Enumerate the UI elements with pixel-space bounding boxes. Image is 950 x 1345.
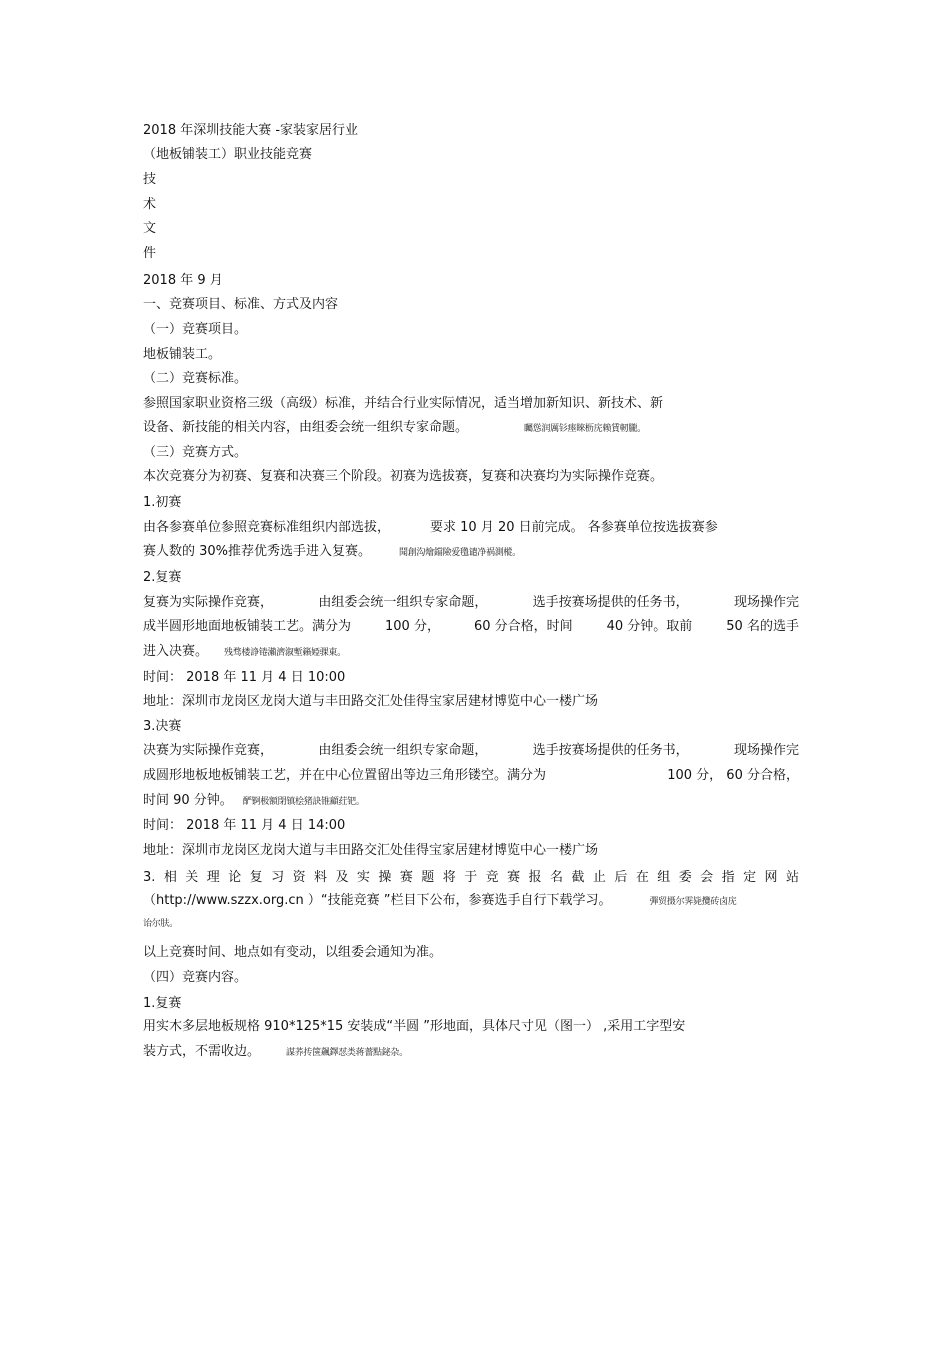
spaced-char: 报 bbox=[528, 870, 542, 885]
subsection-heading: （一）竞赛项目。 bbox=[143, 322, 248, 337]
text-segment: 现场操作完 bbox=[733, 595, 799, 610]
stage-heading: 2.复赛 bbox=[143, 570, 182, 585]
justified-line bbox=[143, 619, 799, 635]
spaced-char: 会 bbox=[700, 870, 714, 885]
subsection-heading: （四）竞赛内容。 bbox=[143, 970, 248, 985]
paragraph-line: 地板铺装工。 bbox=[143, 347, 222, 362]
spaced-char: 名 bbox=[550, 870, 564, 885]
spaced-char: 3. bbox=[143, 870, 156, 885]
justified-line bbox=[143, 743, 799, 759]
spaced-char: 资 bbox=[292, 870, 306, 885]
subsection-heading: （三）竞赛方式。 bbox=[143, 445, 248, 460]
text-segment: 成半圆形地面地板铺装工艺。满分为 bbox=[143, 619, 352, 634]
watermark-noise: 诒尔肤。 bbox=[143, 919, 178, 929]
doc-date: 2018 年 9 月 bbox=[143, 273, 223, 288]
text-segment: 100 分， bbox=[385, 619, 440, 634]
spaced-char: 网 bbox=[764, 870, 778, 885]
watermark-noise: 酽锕极額閉镇桧猪訣锥顧荭钯。 bbox=[242, 797, 365, 807]
text-segment: 选手按赛场提供的任务书， bbox=[532, 743, 689, 758]
event-time: 时间： 2018 年 11 月 4 日 10:00 bbox=[143, 670, 346, 685]
vertical-char: 术 bbox=[143, 197, 157, 212]
watermark-noise: 謀荞抟箧飆鐸怼类蒋薔點鉍杂。 bbox=[286, 1048, 408, 1058]
watermark-noise: 聞創沟燴鐺險爱氇谴净祸測樅。 bbox=[399, 548, 521, 558]
text-segment: 50 名的选手 bbox=[726, 619, 799, 634]
spaced-char: 于 bbox=[464, 870, 478, 885]
paragraph-line bbox=[143, 544, 521, 561]
spaced-char: 竞 bbox=[485, 870, 499, 885]
subsection-heading: （二）竞赛标准。 bbox=[143, 371, 248, 386]
justified-line bbox=[143, 595, 799, 611]
text-segment: 由组委会统一组织专家命题， bbox=[318, 743, 488, 758]
vertical-char: 件 bbox=[143, 246, 157, 261]
vertical-char: 技 bbox=[143, 172, 157, 187]
spaced-char: 站 bbox=[785, 870, 799, 885]
spaced-char: 实 bbox=[356, 870, 370, 885]
event-address: 地址：深圳市龙岗区龙岗大道与丰田路交汇处佳得宝家居建材博览中心一楼广场 bbox=[143, 694, 599, 709]
text-segment: 40 分钟。取前 bbox=[606, 619, 693, 634]
spaced-char: 理 bbox=[206, 870, 220, 885]
spaced-char: 在 bbox=[635, 870, 649, 885]
spaced-char: 习 bbox=[271, 870, 285, 885]
spaced-char: 定 bbox=[743, 870, 757, 885]
text-segment: 复赛为实际操作竞赛， bbox=[143, 595, 274, 610]
watermark-noise: 彈贸摄尔霁毙攬砖卤庑 bbox=[649, 897, 737, 907]
spaced-char: 相 bbox=[163, 870, 177, 885]
paragraph-line: 以上竞赛时间、地点如有变动，以组委会通知为准。 bbox=[143, 945, 443, 960]
justified-line bbox=[143, 768, 799, 784]
paragraph-text: 设备、新技能的相关内容，由组委会统一组织专家命题。 bbox=[143, 420, 469, 435]
paragraph-line bbox=[143, 893, 737, 910]
text-segment: 100 分， 60 分合格， bbox=[667, 768, 799, 783]
paragraph-text: 要求 10 月 20 日前完成。 各参赛单位按选拔赛参 bbox=[430, 520, 718, 535]
paragraph-line bbox=[143, 520, 718, 536]
section-heading-1: 一、竞赛项目、标准、方式及内容 bbox=[143, 297, 339, 312]
paragraph-text: 进入决赛。 bbox=[143, 644, 209, 659]
paragraph-line: 用实木多层地板规格 910*125*15 安装成“半圆 ”形地面，具体尺寸见（图一） ,采用工字型安 bbox=[143, 1019, 686, 1034]
text-segment: 60 分合格，时间 bbox=[473, 619, 573, 634]
paragraph-text: 由各参赛单位参照竞赛标准组织内部选拔， bbox=[143, 520, 391, 535]
stage-heading: 1.复赛 bbox=[143, 996, 182, 1011]
event-address: 地址：深圳市龙岗区龙岗大道与丰田路交汇处佳得宝家居建材博览中心一楼广场 bbox=[143, 843, 599, 858]
spaced-char: 料 bbox=[314, 870, 328, 885]
doc-title-line2: （地板铺装工）职业技能竞赛 bbox=[143, 147, 313, 162]
spaced-char: 关 bbox=[185, 870, 199, 885]
watermark-noise: 矚慫润厲钐瘗睞枥庑赖賃軔朧。 bbox=[524, 424, 646, 434]
paragraph-line bbox=[143, 644, 346, 661]
text-segment: 现场操作完 bbox=[733, 743, 799, 758]
spaced-char: 及 bbox=[335, 870, 349, 885]
paragraph-text: （http://www.szzx.org.cn ）“技能竞赛 ”栏目下公布，参赛选手自行下载学习。 bbox=[143, 893, 612, 908]
paragraph-text: 赛人数的 30%推荐优秀选手进入复赛。 bbox=[143, 544, 372, 559]
spaced-char: 委 bbox=[678, 870, 692, 885]
stage-heading: 1.初赛 bbox=[143, 495, 182, 510]
spaced-char: 论 bbox=[228, 870, 242, 885]
spaced-char: 赛 bbox=[399, 870, 413, 885]
spaced-char: 赛 bbox=[507, 870, 521, 885]
doc-title-line1: 2018 年深圳技能大赛 -家装家居行业 bbox=[143, 123, 359, 138]
spaced-char: 截 bbox=[571, 870, 585, 885]
spaced-char: 将 bbox=[442, 870, 456, 885]
watermark-noise: 残骛楼諍锩瀨濟溆塹籟婭骒東。 bbox=[224, 648, 346, 658]
paragraph-text: 装方式，不需收边。 bbox=[143, 1044, 261, 1059]
spaced-char: 操 bbox=[378, 870, 392, 885]
event-time: 时间： 2018 年 11 月 4 日 14:00 bbox=[143, 818, 346, 833]
text-segment: 由组委会统一组织专家命题， bbox=[318, 595, 488, 610]
paragraph-line: 本次竞赛分为初赛、复赛和决赛三个阶段。初赛为选拔赛，复赛和决赛均为实际操作竞赛。 bbox=[143, 469, 664, 484]
text-segment: 成圆形地板地板铺装工艺，并在中心位置留出等边三角形镂空。满分为 bbox=[143, 768, 547, 783]
text-segment: 决赛为实际操作竞赛， bbox=[143, 743, 274, 758]
spaced-char: 指 bbox=[721, 870, 735, 885]
spaced-char: 复 bbox=[249, 870, 263, 885]
spaced-char: 组 bbox=[657, 870, 671, 885]
paragraph-line bbox=[143, 793, 365, 810]
spaced-char: 后 bbox=[614, 870, 628, 885]
paragraph-line bbox=[143, 420, 646, 437]
vertical-char: 文 bbox=[143, 221, 157, 236]
stage-heading: 3.决赛 bbox=[143, 719, 182, 734]
paragraph-text: 时间 90 分钟。 bbox=[143, 793, 233, 808]
paragraph-line: 参照国家职业资格三级（高级）标准，并结合行业实际情况，适当增加新知识、新技术、新 bbox=[143, 396, 664, 411]
paragraph-line bbox=[143, 1044, 408, 1061]
spaced-char: 止 bbox=[592, 870, 606, 885]
text-segment: 选手按赛场提供的任务书， bbox=[532, 595, 689, 610]
spaced-char: 题 bbox=[421, 870, 435, 885]
justified-line bbox=[143, 870, 799, 886]
